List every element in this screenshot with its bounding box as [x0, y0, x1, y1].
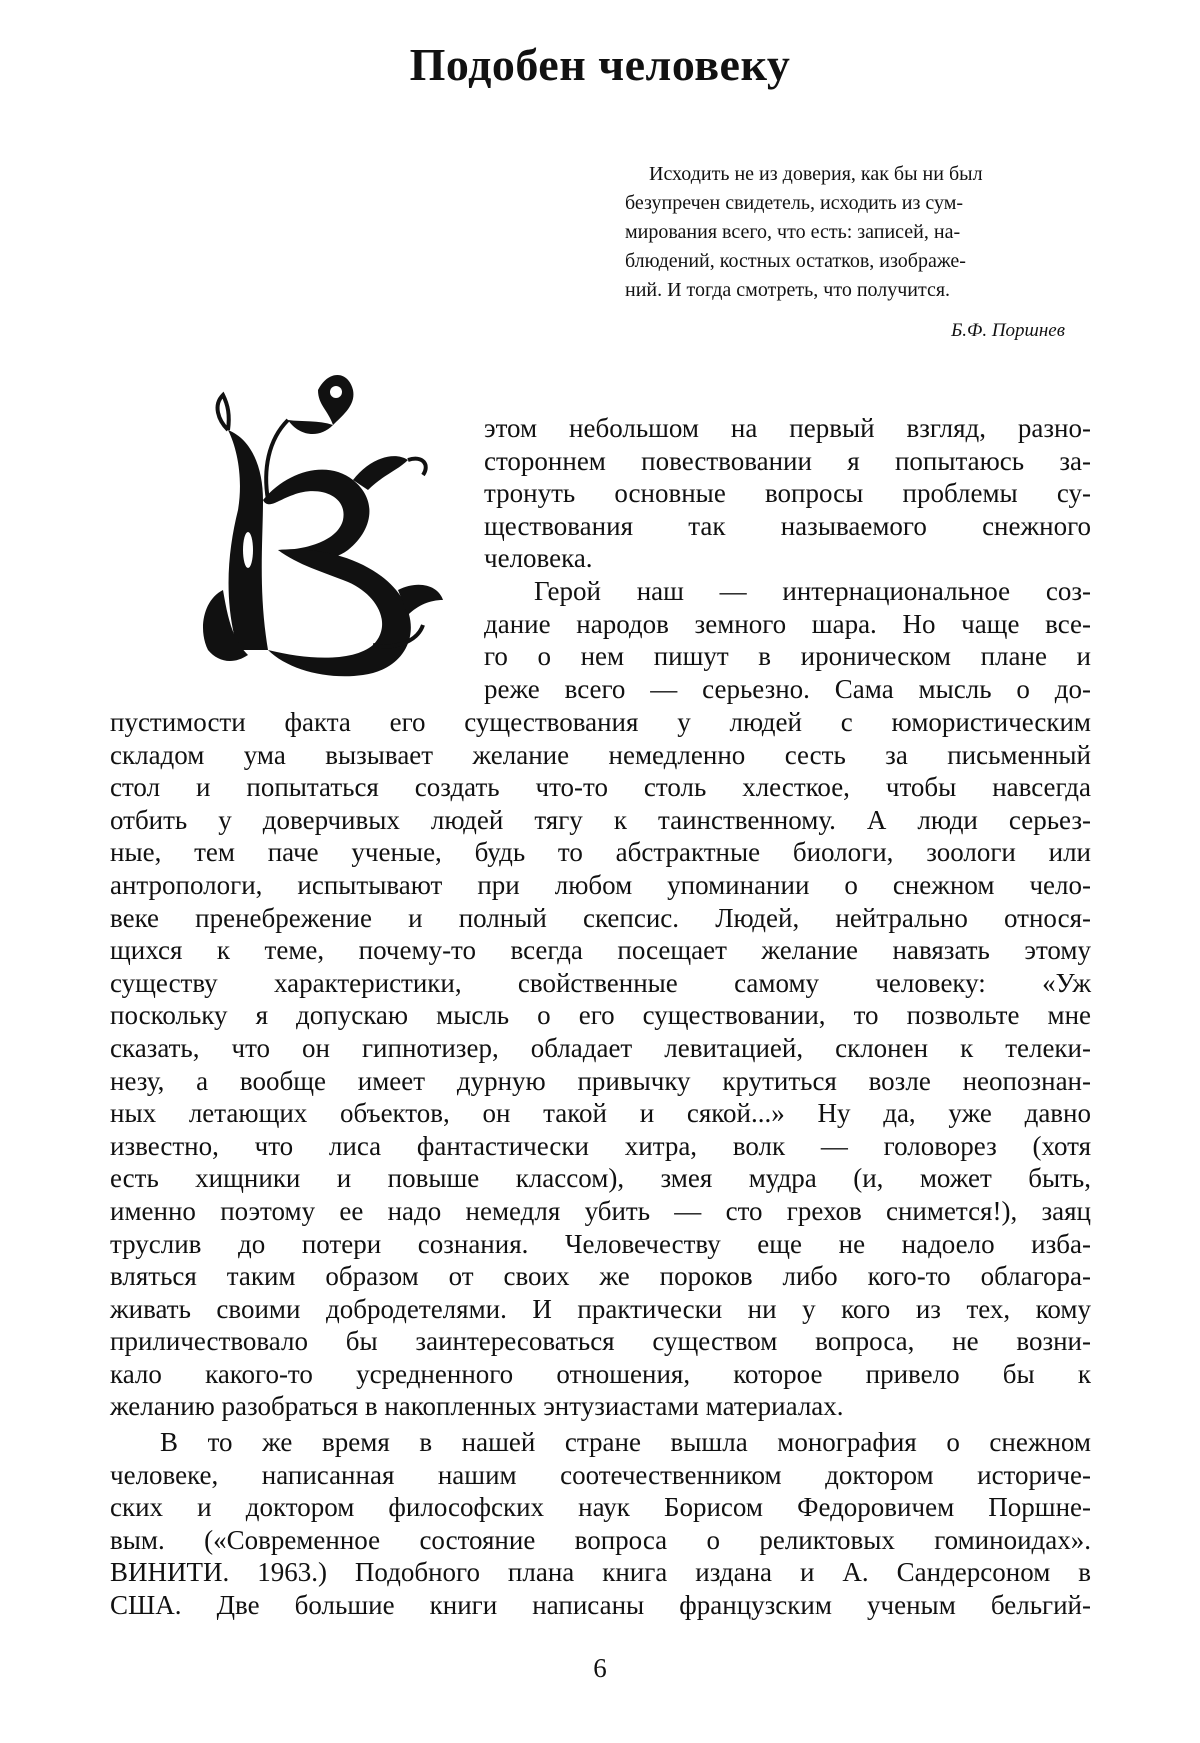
- text-line: тронуть основные вопросы проблемы су-: [484, 477, 1091, 510]
- epigraph-author: Б.Ф. Поршнев: [625, 320, 1065, 342]
- text-line: есть хищники и повыше классом), змея мудра (и, может быть,: [110, 1162, 1091, 1195]
- page-title: Подобен человеку: [0, 38, 1200, 91]
- text-line: дание народов земного шара. Но чаще все-: [484, 608, 1091, 641]
- epigraph-line: мирования всего, что есть: записей, на-: [625, 218, 1065, 247]
- epigraph-line: блюдений, костных остатков, изображе-: [625, 247, 1065, 276]
- text-line: пустимости факта его существования у людей с юмористическим: [110, 706, 1091, 739]
- epigraph-line: безупречен свидетель, исходить из сум-: [625, 189, 1065, 218]
- text-line: го о нем пишут в ироническом плане и: [484, 640, 1091, 673]
- text-line: ществования так называемого снежного: [484, 510, 1091, 543]
- epigraph-line: ний. И тогда смотреть, что получится.: [625, 276, 1065, 305]
- paragraph-1: [484, 412, 1091, 575]
- text-line: Герой наш — интернациональное соз-: [484, 575, 1091, 608]
- paragraph-2-start: [484, 575, 1091, 705]
- text-line: этом небольшом на первый взгляд, разно-: [484, 412, 1091, 445]
- ornamental-dropcap-letter: [168, 350, 468, 690]
- text-line: складом ума вызывает желание немедленно сесть за письменный: [110, 739, 1091, 772]
- text-line: живать своими добродетелями. И практически ни у кого из тех, кому: [110, 1293, 1091, 1326]
- text-line: ВИНИТИ. 1963.) Подобного плана книга издана и А. Сандерсоном в: [110, 1556, 1091, 1589]
- text-line: поскольку я допускаю мысль о его существовании, то позвольте мне: [110, 999, 1091, 1032]
- epigraph-line: Исходить не из доверия, как бы ни был: [625, 160, 1065, 189]
- text-line: человека.: [484, 542, 1091, 575]
- epigraph-quote: [625, 160, 1065, 305]
- text-line: желанию разобраться в накопленных энтузиастами материалах.: [110, 1390, 1091, 1423]
- text-line: вым. («Современное состояние вопроса о реликтовых гоминоидах».: [110, 1524, 1091, 1557]
- text-line: реже всего — серьезно. Сама мысль о до-: [484, 673, 1091, 706]
- text-line: В то же время в нашей стране вышла монография о снежном: [110, 1426, 1091, 1459]
- page-number: 6: [0, 1653, 1200, 1684]
- book-page: [0, 0, 1200, 1743]
- text-line: ских и доктором философских наук Борисом Федоровичем Поршне-: [110, 1491, 1091, 1524]
- text-line: отбить у доверчивых людей тягу к таинственному. А люди серьез-: [110, 804, 1091, 837]
- text-line: антропологи, испытывают при любом упоминании о снежном чело-: [110, 869, 1091, 902]
- text-line: ные, тем паче ученые, будь то абстрактные биологи, зоологи или: [110, 836, 1091, 869]
- text-line: существу характеристики, свойственные самому человеку: «Уж: [110, 967, 1091, 1000]
- text-line: незу, а вообще имеет дурную привычку крутиться возле неопознан-: [110, 1065, 1091, 1098]
- text-line: труслив до потери сознания. Человечеству еще не надоело изба-: [110, 1228, 1091, 1261]
- text-line: веке пренебрежение и полный скепсис. Людей, нейтрально относя-: [110, 902, 1091, 935]
- text-line: сказать, что он гипнотизер, обладает левитацией, склонен к телеки-: [110, 1032, 1091, 1065]
- text-line: именно поэтому ее надо немедля убить — сто грехов снимется!), заяц: [110, 1195, 1091, 1228]
- paragraph-2-continued: [110, 706, 1091, 1423]
- text-line: стороннем повествовании я попытаюсь за-: [484, 445, 1091, 478]
- text-line: США. Две большие книги написаны французским ученым бельгий-: [110, 1589, 1091, 1622]
- text-line: известно, что лиса фантастически хитра, волк — головорез (хотя: [110, 1130, 1091, 1163]
- text-line: щихся к теме, почему-то всегда посещает желание навязать этому: [110, 934, 1091, 967]
- dropcap-letter-text: В: [168, 350, 169, 351]
- text-line: человеке, написанная нашим соотечественником доктором историче-: [110, 1459, 1091, 1492]
- paragraph-3: [110, 1426, 1091, 1622]
- text-line: ных летающих объектов, он такой и сякой...» Ну да, уже давно: [110, 1097, 1091, 1130]
- text-line: кало какого-то усредненного отношения, которое привело бы к: [110, 1358, 1091, 1391]
- text-line: вляться таким образом от своих же пороков либо кого-то облагора-: [110, 1260, 1091, 1293]
- text-line: стол и попытаться создать что-то столь хлесткое, чтобы навсегда: [110, 771, 1091, 804]
- text-line: приличествовало бы заинтересоваться существом вопроса, не возни-: [110, 1325, 1091, 1358]
